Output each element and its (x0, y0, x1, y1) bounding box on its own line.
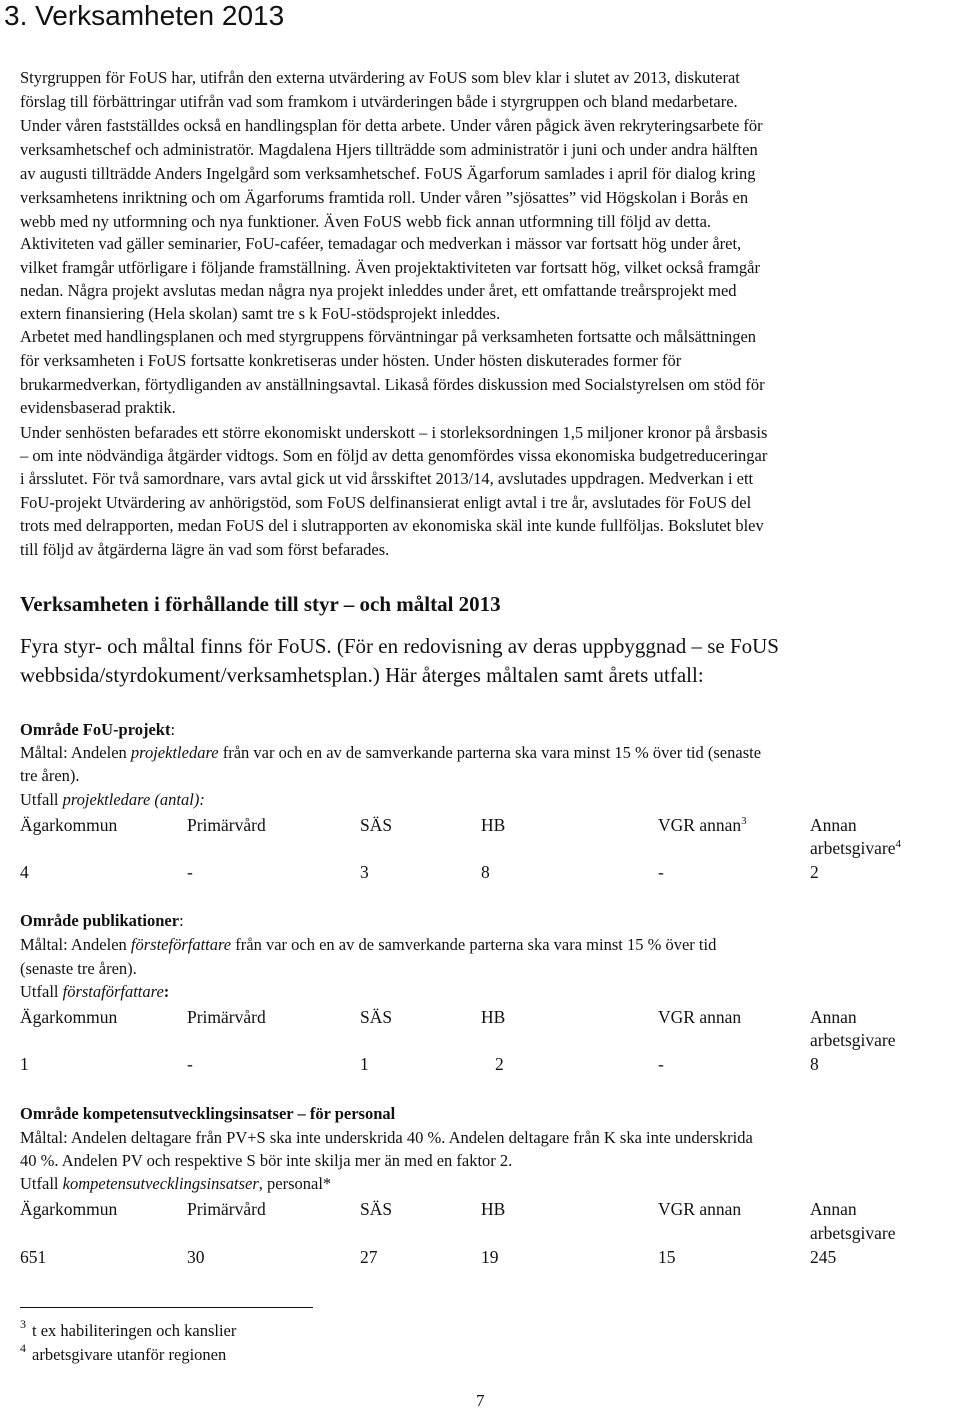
paragraph-line: i årsslutet. För två samordnare, vars avtal gick ut vid årsskiftet 2013/14, avslutades uppdragen. Medverkan i ett (20, 469, 754, 488)
utfall-line (20, 980, 169, 1003)
utfall-em: kompetensutvecklingsinsatser (62, 1174, 259, 1193)
page-heading: 3. Verksamheten 2013 (4, 0, 285, 31)
col-header: Ägarkommun (20, 1199, 118, 1219)
col-header-cont: arbetsgivare (810, 1030, 896, 1050)
table-cell: 245 (810, 1247, 837, 1267)
section-subheading: Verksamheten i förhållande till styr – och måltal 2013 (20, 592, 501, 616)
col-header: HB (481, 815, 506, 835)
section-title (20, 909, 184, 932)
col-header: SÄS (360, 815, 393, 835)
maltal-post: från var och en av de samverkande parterna ska vara minst 15 % över tid (senaste (218, 743, 762, 762)
paragraph-line: trots med delrapporten, medan FoUS del i slutrapporten av ekonomiska skäl inte kunde fullföljas. Bokslutet blev (20, 516, 764, 535)
col-header: Primärvård (187, 1007, 266, 1027)
col-header-cont (810, 837, 901, 860)
col-header: Annan (810, 1007, 857, 1027)
paragraph-line: förslag till förbättringar utifrån vad som framkom i utvärderingen både i styrgruppen och bland medarbetare. (20, 92, 738, 111)
col-header: HB (481, 1199, 506, 1219)
maltal-cont: 40 %. Andelen PV och respektive S bör inte skilja mer än med en faktor 2. (20, 1151, 513, 1170)
table-cell: 8 (810, 1054, 819, 1074)
utfall-em: förstaförfattare (62, 982, 164, 1001)
footnote-ref: 3 (741, 815, 747, 827)
utfall-em: projektledare (antal): (62, 790, 205, 809)
section-title (20, 718, 175, 741)
page-number: 7 (476, 1391, 485, 1410)
col-header: Ägarkommun (20, 815, 118, 835)
table-cell: 2 (495, 1054, 504, 1074)
col-header: VGR annan (658, 1199, 742, 1219)
utfall-pre: Utfall (20, 982, 63, 1001)
paragraph-line: brukarmedverkan, förtydliganden av anställningsavtal. Likaså fördes diskussion med Socialstyrelsen om stöd för (20, 375, 765, 394)
paragraph-line: evidensbaserad praktik. (20, 398, 176, 417)
section-title-text: Område publikationer (20, 911, 180, 930)
paragraph-line: av augusti tillträdde Anders Ingelgård som verksamhetschef. FoUS Ägarforum samlades i april för dialog kring (20, 164, 756, 183)
table-cell: 4 (20, 862, 29, 882)
footnote-divider (20, 1307, 313, 1308)
footnote-ref: 4 (895, 838, 902, 850)
table-cell: 19 (481, 1247, 499, 1267)
footnote-number: 3 (20, 1317, 26, 1331)
table-cell: - (658, 862, 664, 882)
utfall-line (20, 1172, 331, 1195)
table-cell: 1 (360, 1054, 369, 1074)
utfall-post: : (163, 982, 170, 1001)
paragraph-line: – om inte nödvändiga åtgärder vidtogs. Som en följd av detta genomfördes vissa ekonomiska budgetreduceringar (20, 446, 768, 465)
intro-line: Fyra styr- och måltal finns för FoUS. (För en redovisning av deras uppbyggnad – se FoUS (20, 634, 779, 658)
utfall-line (20, 788, 205, 811)
paragraph-line: Styrgruppen för FoUS har, utifrån den externa utvärdering av FoUS som blev klar i slutet av 2013, diskuterat (20, 68, 740, 87)
paragraph-line: Arbetet med handlingsplanen och med styrgruppens förväntningar på verksamheten fortsatte och målsättningen (20, 327, 757, 346)
section-title-text: Område kompetensutvecklingsinsatser – för personal (20, 1104, 396, 1123)
table-cell: 30 (187, 1247, 205, 1267)
paragraph-line: till följd av åtgärderna lägre än vad som först befarades. (20, 540, 390, 559)
table-cell: 27 (360, 1247, 378, 1267)
table-cell: - (187, 862, 193, 882)
paragraph-line: Under senhösten befarades ett större ekonomiskt underskott – i storleksordningen 1,5 miljoner kronor på årsbasis (20, 423, 768, 442)
paragraph-line: nedan. Några projekt avslutas medan några nya projekt inleddes under året, ett omfattande treårsprojekt med (20, 281, 737, 300)
col-header: VGR annan (658, 1007, 742, 1027)
section-title (20, 1102, 395, 1125)
paragraph-line: verksamhetschef och administratör. Magdalena Hjers tillträdde som administratör i juni och under andra hälften (20, 140, 758, 159)
maltal-post: från var och en av de samverkande parterna ska vara minst 15 % över tid (231, 935, 717, 954)
paragraph-line: webb med ny utformning och nya funktioner. Även FoUS webb fick annan utformning till följd av detta. (20, 212, 712, 231)
table-cell: 8 (481, 862, 490, 882)
footnote-text: arbetsgivare utanför regionen (32, 1345, 227, 1364)
col-header: HB (481, 1007, 506, 1027)
col-header: SÄS (360, 1007, 393, 1027)
section-title-text: Område FoU-projekt (20, 720, 171, 739)
table-cell: 651 (20, 1247, 47, 1267)
paragraph-line: extern finansiering (Hela skolan) samt tre s k FoU-stödsprojekt inleddes. (20, 304, 501, 323)
paragraph-line: Aktiviteten vad gäller seminarier, FoU-caféer, temadagar och medverkan i mässor var fortsatt hög under året, (20, 234, 742, 253)
section-title-suffix: : (170, 720, 176, 739)
col-header: Ägarkommun (20, 1007, 118, 1027)
col-header: Primärvård (187, 1199, 266, 1219)
maltal-line (20, 1126, 753, 1149)
maltal-cont: (senaste tre åren). (20, 959, 137, 978)
maltal-pre: Måltal: Andelen (20, 743, 131, 762)
paragraph-line: Under våren fastställdes också en handlingsplan för detta arbete. Under våren pågick även rekryteringsarbete för (20, 116, 763, 135)
paragraph-line: FoU-projekt Utvärdering av anhörigstöd, som FoUS delfinansierat enligt avtal i tre år, avslutades för FoUS del (20, 493, 752, 512)
table-cell: 3 (360, 862, 369, 882)
footnote-text: t ex habiliteringen och kanslier (32, 1321, 237, 1340)
paragraph-line: verksamhetens inriktning och om Ägarforums framtida roll. Under våren ”sjösattes” vid Högskolan i Borås en (20, 188, 749, 207)
footnote-number: 4 (20, 1341, 26, 1355)
maltal-line (20, 933, 716, 956)
utfall-pre: Utfall (20, 1174, 63, 1193)
maltal-pre: Måltal: Andelen deltagare från PV+S ska inte underskrida 40 %. Andelen deltagare från K ska inte underskrida (20, 1128, 753, 1147)
footnote (20, 1317, 237, 1343)
table-cell: - (658, 1054, 664, 1074)
table-cell: 15 (658, 1247, 676, 1267)
col-header-text: arbetsgivare (810, 838, 896, 858)
maltal-em: projektledare (130, 743, 219, 762)
col-header: Primärvård (187, 815, 266, 835)
table-cell: - (187, 1054, 193, 1074)
maltal-pre: Måltal: Andelen (20, 935, 131, 954)
col-header: Annan (810, 815, 857, 835)
maltal-em: försteförfattare (130, 935, 232, 954)
intro-line: webbsida/styrdokument/verksamhetsplan.) Här återges måltalen samt årets utfall: (20, 663, 704, 687)
col-header: Annan (810, 1199, 857, 1219)
col-header-text: VGR annan (658, 815, 742, 835)
col-header: SÄS (360, 1199, 393, 1219)
col-header (658, 814, 747, 837)
maltal-line (20, 741, 761, 764)
maltal-cont: tre åren). (20, 766, 80, 785)
footnote (20, 1341, 227, 1367)
utfall-pre: Utfall (20, 790, 63, 809)
col-header-cont: arbetsgivare (810, 1223, 896, 1243)
table-cell: 2 (810, 862, 819, 882)
table-cell: 1 (20, 1054, 29, 1074)
paragraph-line: för verksamheten i FoUS fortsatte konkretiseras under hösten. Under hösten diskuterades former för (20, 351, 682, 370)
section-title-suffix: : (179, 911, 184, 930)
utfall-post: , personal* (258, 1174, 332, 1193)
paragraph-line: vilket framgår utförligare i följande framställning. Även projektaktiviteten var fortsatt hög, vilket också framgår (20, 258, 760, 277)
